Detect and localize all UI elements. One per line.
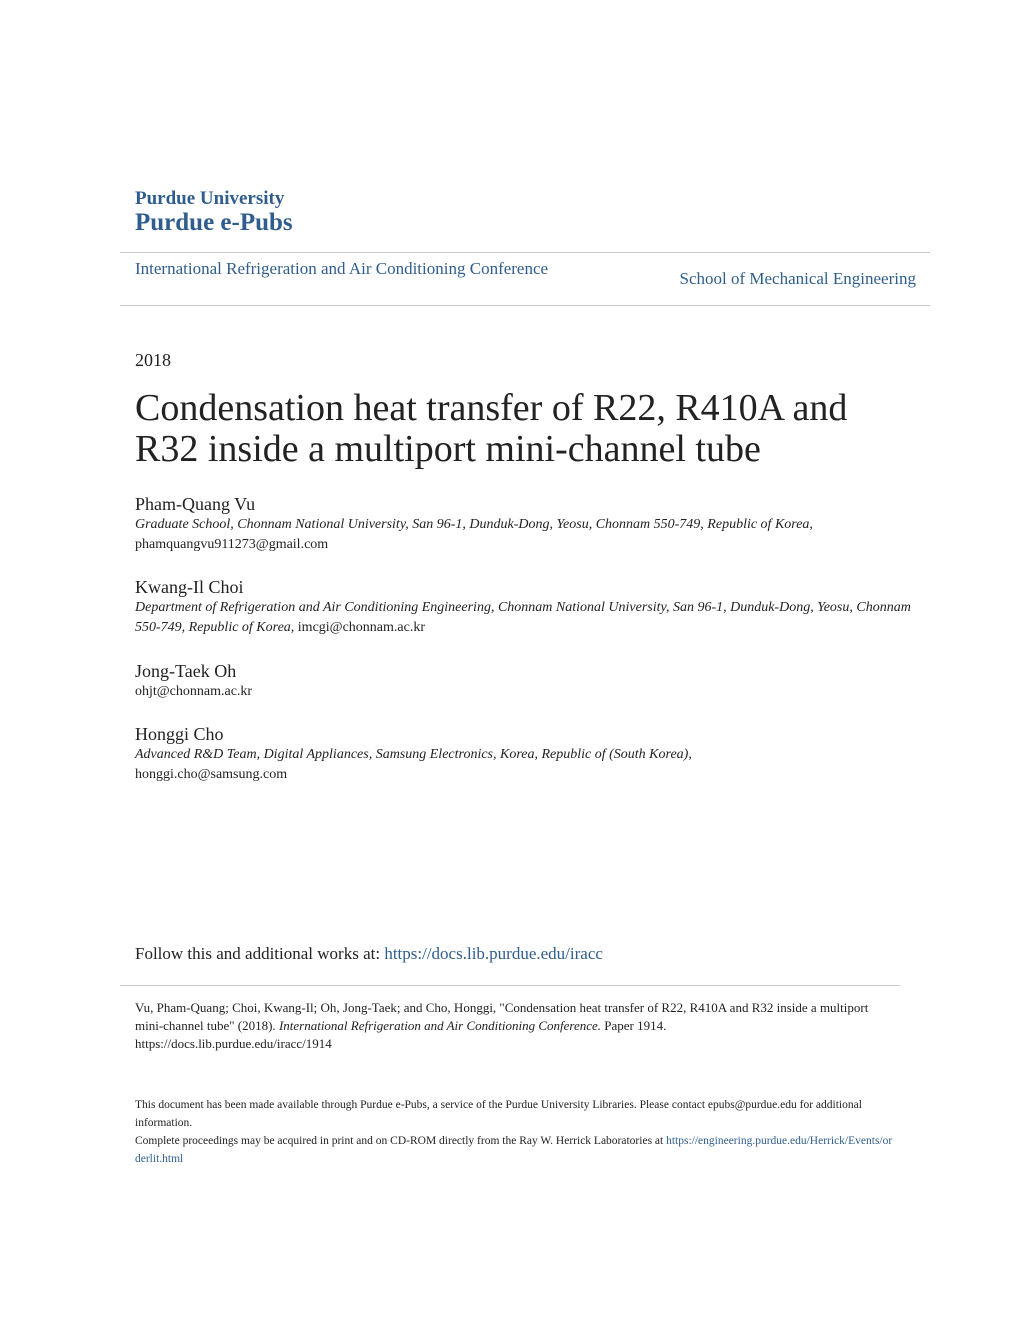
author-affiliation (135, 515, 915, 555)
header-top-rule (120, 252, 930, 253)
affiliation-text: Department of Refrigeration and Air Conditioning Engineering, Chonnam National University, San 96-1, Dunduk-Dong, Yeosu, Chonnam 550-749, Republic of Korea, (135, 600, 911, 635)
affiliation-text: Graduate School, Chonnam National University, San 96-1, Dunduk-Dong, Yeosu, Chonnam 550-749, Republic of Korea, (135, 517, 813, 532)
author-email: ohjt@chonnam.ac.kr (135, 684, 253, 699)
publication-year: 2018 (135, 350, 171, 370)
author-affiliation (135, 682, 915, 702)
author-name: Honggi Cho (135, 724, 224, 744)
header-bottom-rule (120, 305, 930, 306)
citation-block (135, 999, 885, 1053)
citation-url[interactable]: https://docs.lib.purdue.edu/iracc/1914 (135, 1036, 332, 1051)
author-email: honggi.cho@samsung.com (135, 767, 288, 782)
author-name: Jong-Taek Oh (135, 661, 237, 681)
availability-note: This document has been made available through Purdue e-Pubs, a service of the Purdue University Libraries. Please contact epubs@purdue.edu for additional information. (135, 1099, 862, 1129)
author-block (135, 576, 915, 638)
follow-line (135, 944, 603, 964)
citation-text: Vu, Pham-Quang; Choi, Kwang-Il; Oh, Jong-Taek; and Cho, Honggi, "Condensation heat transfer of R22, R410A and R32 inside a multiport mini-channel tube" (2018). (135, 1000, 869, 1033)
citation-paper-number: Paper 1914. (604, 1018, 667, 1033)
citation-rule (120, 985, 900, 986)
author-email: imcgi@chonnam.ac.kr (297, 620, 425, 635)
author-block (135, 493, 915, 555)
university-link[interactable]: Purdue University (135, 188, 285, 209)
proceedings-link[interactable]: https://engineering.purdue.edu/Herrick/Events/orderlit.html (135, 1135, 893, 1165)
affiliation-text: Advanced R&D Team, Digital Appliances, Samsung Electronics, Korea, Republic of (South Korea), (135, 747, 692, 762)
proceedings-note (135, 1132, 895, 1168)
paper-title: Condensation heat transfer of R22, R410A and R32 inside a multiport mini-channel tube (135, 387, 848, 470)
author-block (135, 660, 915, 702)
author-name: Kwang-Il Choi (135, 577, 244, 597)
follow-url-link[interactable]: https://docs.lib.purdue.edu/iracc (384, 944, 603, 963)
author-affiliation (135, 598, 915, 638)
follow-label: Follow this and additional works at: (135, 944, 381, 963)
author-block (135, 723, 915, 785)
notice-block (135, 1096, 895, 1168)
repository-link[interactable]: Purdue e-Pubs (135, 209, 293, 236)
author-email: phamquangvu911273@gmail.com (135, 537, 329, 552)
author-affiliation (135, 745, 915, 785)
citation-journal: International Refrigeration and Air Conditioning Conference. (278, 1018, 602, 1033)
school-link[interactable]: School of Mechanical Engineering (679, 269, 916, 288)
series-link[interactable]: International Refrigeration and Air Conditioning Conference (135, 259, 549, 278)
author-name: Pham-Quang Vu (135, 494, 256, 514)
proceedings-text: Complete proceedings may be acquired in print and on CD-ROM directly from the Ray W. Herrick Laboratories at (135, 1135, 664, 1147)
